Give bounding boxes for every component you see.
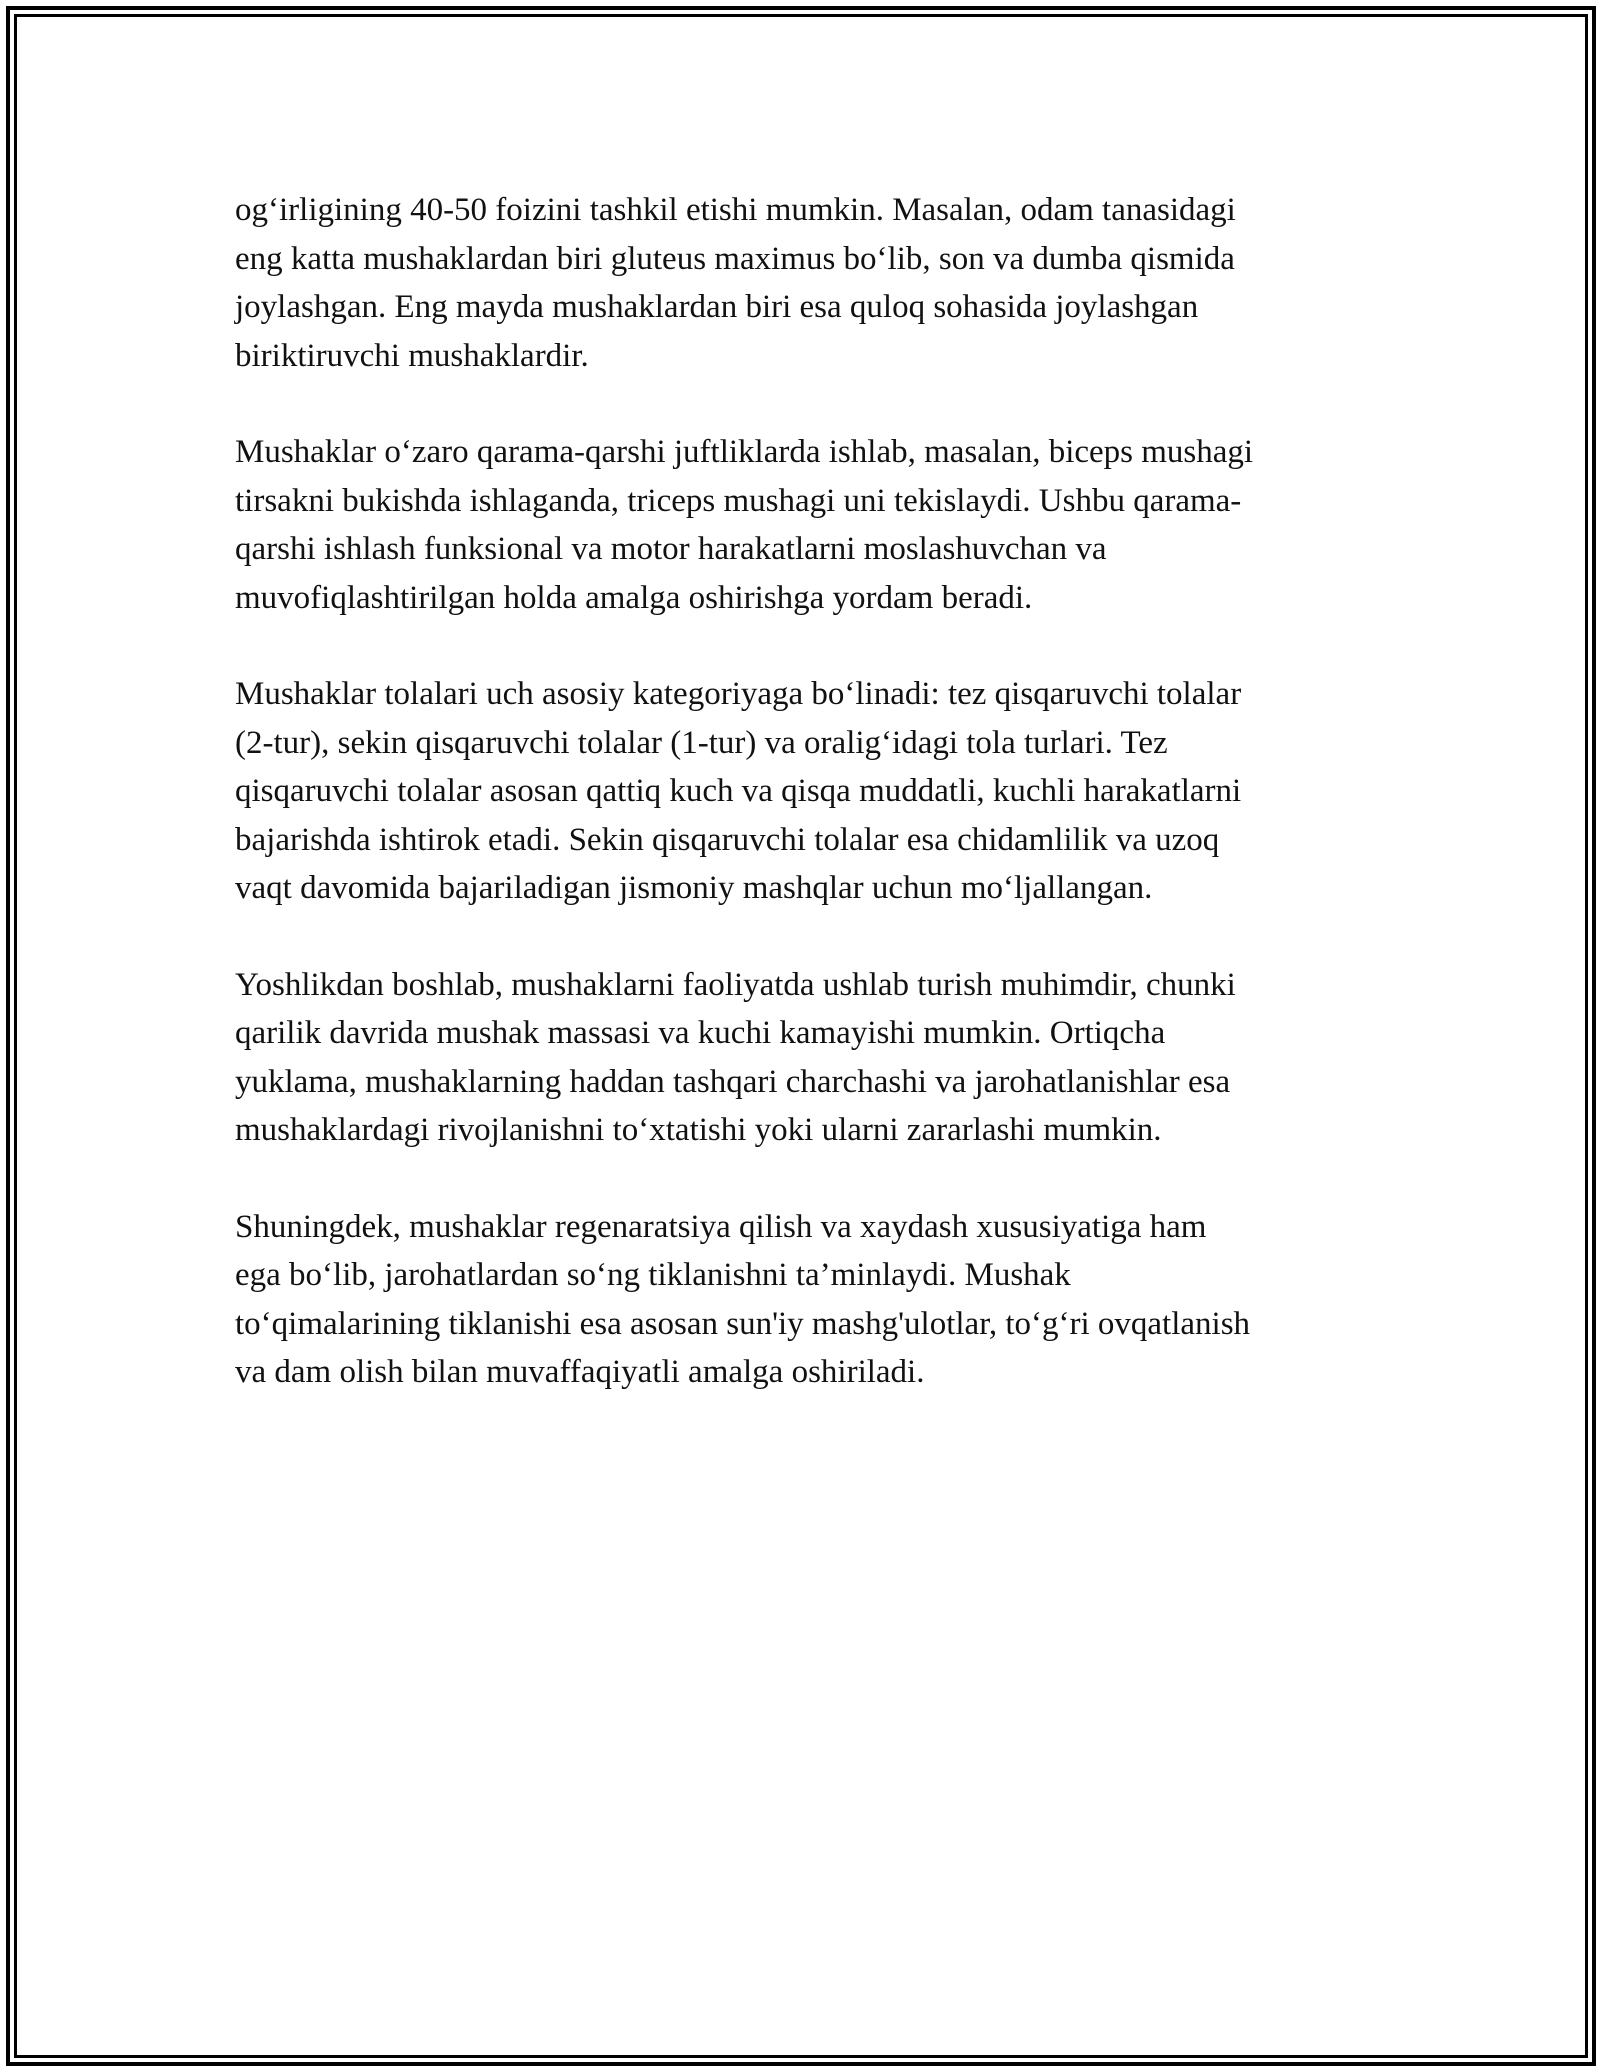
paragraph-4: Yoshlikdan boshlab, mushaklarni faoliyatda ushlab turish muhimdir, chunki qarilik davrida mushak massasi va kuchi kamayishi mumkin. Ortiqcha yuklama, mushaklarning haddan tashqari charchashi va jarohatlanishlar esa mushaklardagi rivojlanishni to‘xtatishi yoki ularni zararlashi mumkin. — [235, 966, 1236, 1148]
paragraph-2: Mushaklar o‘zaro qarama-qarshi juftliklarda ishlab, masalan, biceps mushagi tirsakni bukishda ishlaganda, triceps mushagi uni tekislaydi. Ushbu qarama- qarshi ishlash funksional va motor harakatlarni moslashuvchan va muvofiqlashtirilgan holda amalga oshirishga yordam beradi. — [235, 434, 1254, 616]
paragraph-5: Shuningdek, mushaklar regenaratsiya qilish va xaydash xususiyatiga ham ega bo‘lib, jarohatlardan so‘ng tiklanishni ta’minlaydi. Mushak to‘qimalarining tiklanishi esa asosan sun'iy mashg'ulotlar, to‘g‘ri ovqatlanish va dam olish bilan muvaffaqiyatli amalga oshiriladi. — [235, 1208, 1251, 1390]
document-body — [235, 186, 1375, 1445]
paragraph-3: Mushaklar tolalari uch asosiy kategoriyaga bo‘linadi: tez qisqaruvchi tolalar (2-tur), sekin qisqaruvchi tolalar (1-tur) va oralig‘idagi tola turlari. Tez qisqaruvchi tolalar asosan qattiq kuch va qisqa muddatli, kuchli harakatlarni bajarishda ishtirok etadi. Sekin qisqaruvchi tolalar esa chidamlilik va uzoq vaqt davomida bajariladigan jismoniy mashqlar uchun mo‘ljallangan. — [235, 676, 1242, 906]
paragraph-1: og‘irligining 40-50 foizini tashkil etishi mumkin. Masalan, odam tanasidagi eng katta mushaklardan biri gluteus maximus bo‘lib, son va dumba qismida joylashgan. Eng mayda mushaklardan biri esa quloq sohasida joylashgan biriktiruvchi mushaklardir. — [235, 192, 1236, 374]
